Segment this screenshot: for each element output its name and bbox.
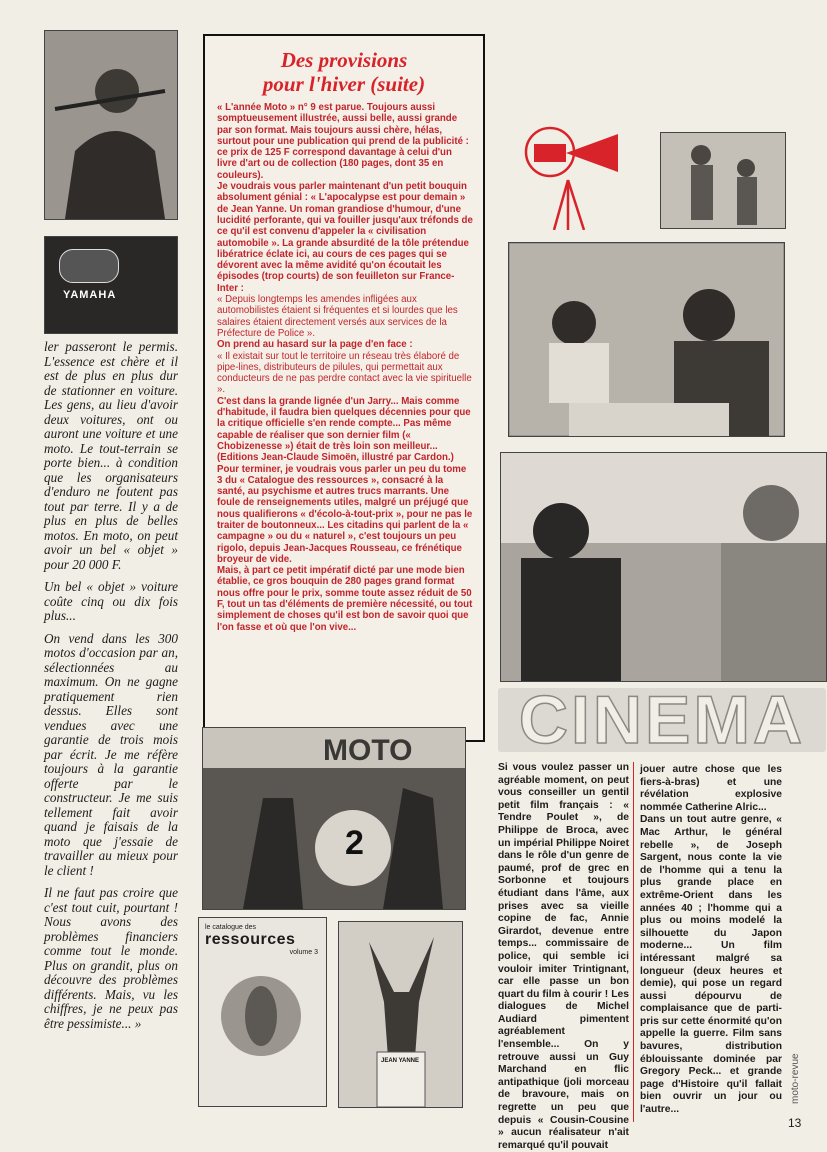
article-title-line-1: Des provisions bbox=[280, 48, 408, 72]
cinema-column-right bbox=[640, 764, 782, 1117]
moto-cover-title: MOTO bbox=[323, 734, 413, 767]
yamaha-label: YAMAHA bbox=[63, 289, 117, 301]
camera-icon bbox=[510, 126, 640, 230]
article-body bbox=[205, 96, 483, 633]
catalogue-title: ressources bbox=[205, 931, 296, 948]
article-paragraph-1: « L'année Moto » n° 9 est parue. Toujours aussi somptueusement illustrée, aussi belle, aussi grande par son format. Mais toujours aussi chère, hélas, surtout pour une publication qui prend de la publicité : ce prix de 125 F correspond davantage à celui d'un livre d'art ou de collection (180 pages, dont 35 en couleurs). bbox=[217, 102, 469, 181]
catalogue-volume: volume 3 bbox=[289, 949, 318, 956]
left-paragraph-1: ler passeront le permis. L'essence est chère et il est de plus en plus dur de stationner en voiture. Les gens, au lieu d'avoir deux voitures, ont ou auront une voiture et une moto. Le tout-terrain se porte bien... à condition que les organisateurs d'enduro ne foutent pas tout par terre. Il y a de plus en plus de belles motos. En moto, on peut avoir un bel « objet » pour 20 000 F. bbox=[44, 339, 178, 572]
article-paragraph-7: Pour terminer, je voudrais vous parler un peu du tome 3 du « Catalogue des ressources », consacré à la santé, au psychisme et autres trucs marrants. Une foule de renseignements utiles, malgré un préjugé que nous qualifierons « d'écolo-à-tout-prix », pour ne pas le traiter de boutonneux... Les citadins qui parlent de la « campagne » ou du « naturel », c'est toujours un peu rigolo, depuis Jean-Jacques Rousseau, ce frénétique broyeur de vide. bbox=[217, 463, 473, 565]
column-divider bbox=[633, 762, 634, 1122]
statue-illustration bbox=[339, 922, 462, 1107]
jean-yanne-book-photo bbox=[338, 921, 463, 1108]
article-paragraph-3: « Depuis longtemps les amendes infligées aux automobilistes étaient si fréquentes et si lourdes que les salaires étaient directement versés aux services de la Préfecture de Police ». bbox=[217, 294, 458, 339]
jean-yanne-book-label: JEAN YANNE bbox=[381, 1058, 420, 1064]
article-paragraph-4: On prend au hasard sur la page d'en face : bbox=[217, 339, 413, 351]
yamaha-tank-photo bbox=[44, 236, 178, 334]
soldiers-film-still bbox=[660, 132, 786, 229]
ressources-cover-illustration bbox=[199, 956, 324, 1086]
motocross-photo bbox=[44, 30, 178, 220]
article-paragraph-8: Mais, à part ce petit impératif dicté par une mode bien établie, ce gros bouquin de 280 pages grand format nous offre pour le prix, somme toute assez réduit de 50 F, tout un tas d'éléments de première nécessité, ou tout simplement de choses qu'il est bon de savoir quoi que l'on fasse et où que l'on vive... bbox=[217, 565, 473, 633]
cinema-left-paragraph: Si vous voulez passer un agréable moment, on peut vous conseiller un gentil petit film français : « Tendre Poulet », de Philippe de Broca, avec un impérial Philippe Noiret dans le rôle d'un genre de paumé, prof de grec en Sorbonne et toujours étudiant dans l'âme, aux prises avec sa vieille copine de fac, Annie Girardot, devenue entre temps... commissaire de police, qui semble ici vouloir imiter Trintignant, car elle passe un bon quart du film à courir ! Les dialogues de Michel Audiard pimentent agréablement l'ensemble... On y retrouve aussi un Guy Marchand en flic antipathique (joli morceau de bravoure, mais on regrette un peu que depuis « Cousin-Cousine » aucun réalisateur n'ait remarqué qu'il pouvait bbox=[498, 762, 629, 1151]
left-paragraph-3: On vend dans les 300 motos d'occasion par an, sélectionnées au maximum. On ne gagne pratiquement rien dessus. Elles sont vendues avec une garantie de trois mois par écrit. Je me réfère toujours à la garantie offerte par le constructeur. Je me suis tellement fait avoir quand je faisais de la moto que j'essaie de travailler au mieux pour le client ! bbox=[44, 630, 178, 878]
provisions-article-box bbox=[203, 34, 485, 742]
moto-magazine-photo bbox=[202, 727, 466, 910]
left-column-text bbox=[44, 340, 178, 1039]
article-paragraph-5: « Il existait sur tout le territoire un réseau très élaboré de pipe-lines, distributeurs de pilules, qui permettait aux conducteurs de ne pas perdre contact avec la vie spirituelle ». bbox=[217, 350, 472, 396]
article-title-line-2: pour l'hiver (suite) bbox=[262, 72, 426, 96]
page-number: 13 bbox=[788, 1116, 802, 1130]
cinema-heading: CINEMA bbox=[498, 688, 826, 752]
cinema-right-paragraph-2: Dans un tout autre genre, « Mac Arthur, le général rebelle », de Joseph Sargent, nous conte la vie de l'homme qui a tenu la plus grande place en extrême-Orient dans les années 40 ; l'homme qui a plus ou moins modelé la silhouette du Japon moderne... Un film intéressant malgré sa longueur (deux heures et demie), qui pose un regard aussi dépourvu de complaisance que de parti-pris sur cette énormité qu'on appelle la guerre. Film sans bavures, distribution éblouissante dominée par Gregory Peck... et grande page d'Histoire qu'il fallait bien ouvrir un jour ou l'autre... bbox=[640, 814, 782, 1116]
ressources-catalogue-cover bbox=[198, 917, 327, 1107]
article-paragraph-6: C'est dans la grande lignée d'un Jarry... Mais comme d'habitude, il faudra bien quelques décennies pour que la critique officielle s'en rende compte... Pas même capable de réaliser que son dernier film (« Chobizenesse ») était de très loin son meilleur... (Editions Jean-Claude Simoën, illustré par Cardon.) bbox=[217, 395, 471, 464]
article-title bbox=[205, 48, 483, 96]
cinema-right-paragraph-1: jouer autre chose que les fiers-à-bras) et une révélation explosive nommée Catherine Alric... bbox=[640, 764, 782, 813]
catalogue-subtitle: le catalogue des bbox=[205, 924, 256, 931]
cinema-column-left bbox=[498, 762, 629, 1152]
race-number: 2 bbox=[345, 824, 364, 862]
tendre-poulet-still bbox=[508, 242, 785, 437]
left-paragraph-2: Un bel « objet » voiture coûte cinq ou dix fois plus... bbox=[44, 579, 178, 623]
motocross-illustration bbox=[45, 31, 177, 219]
mac-arthur-still bbox=[500, 452, 827, 682]
magazine-name: moto-revue bbox=[790, 1053, 801, 1104]
article-paragraph-2: Je voudrais vous parler maintenant d'un petit bouquin absolument génial : « L'apocalypse est pour demain » de Jean Yanne. Un roman grandiose d'humour, d'une lucidité perforante, qui va fouiller jusqu'aux tréfonds de ce qu'il est convenu d'appeler la « civilisation automobile ». La grande absurdité de la tôle prétendue libératrice éclate ici, au cours de ces pages qui se dévorent avec la même avidité qu'on écoutait les épisodes (trop courts) de son feuilleton sur France-Inter : bbox=[217, 181, 473, 294]
yamaha-emblem bbox=[59, 249, 119, 283]
left-paragraph-4: Il ne faut pas croire que c'est tout cuit, pourtant ! Nous avons des problèmes financiers comme tout le monde. Plus on grandit, plus on découvre des problèmes différents. Mais, vu les chiffres, je ne peux pas être pessimiste... » bbox=[44, 885, 178, 1031]
